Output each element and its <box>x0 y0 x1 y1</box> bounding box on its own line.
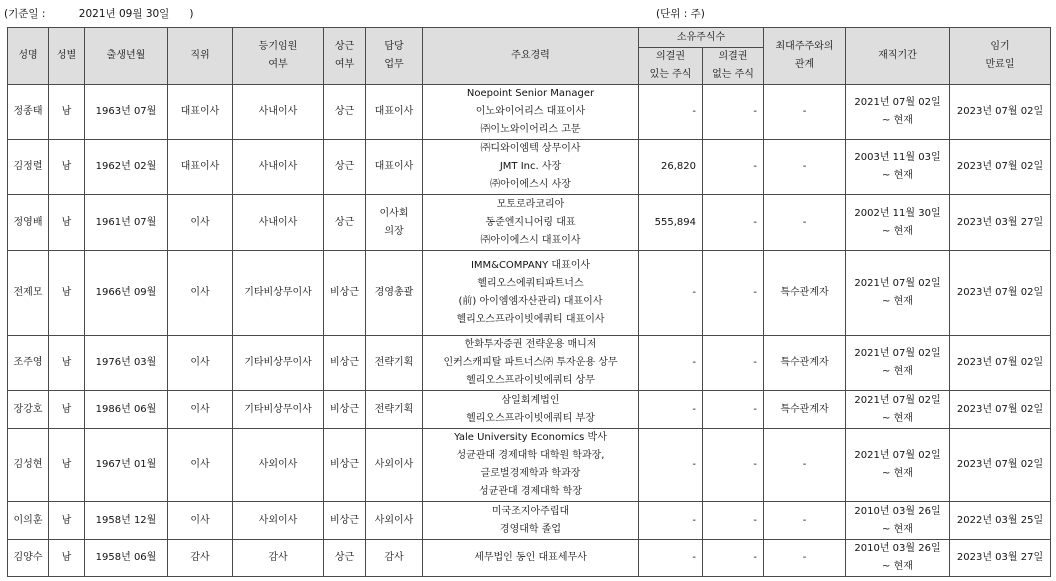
cell-fulltime: 비상근 <box>324 429 366 502</box>
cell-career-line: 동준엔지니어링 대표 <box>485 216 576 228</box>
cell-registered: 사내이사 <box>233 195 324 251</box>
cell-term-expiry: 2022년 03월 25일 <box>950 502 1051 540</box>
cell-career-line: 글로벌경제학과 학과장 <box>480 468 581 479</box>
table-row <box>8 429 1051 502</box>
cell-career <box>423 195 639 251</box>
cell-career-line: 미국조지아주립대 <box>491 505 570 517</box>
cell-tenure-line: 2021년 07월 02일 <box>854 278 941 289</box>
cell-duty <box>366 195 423 251</box>
header-career: 주요경력 <box>423 28 639 85</box>
table-row <box>8 502 1051 540</box>
cell-duty <box>366 85 423 140</box>
cell-term-expiry: 2023년 07월 02일 <box>950 429 1051 502</box>
cell-tenure-line: ~ 현재 <box>882 468 913 479</box>
cell-voting-shares: 555,894 <box>639 195 703 251</box>
cell-relation: - <box>764 195 846 251</box>
cell-career-line: 성균관대 경제대학 대학원 학과장, <box>456 450 605 461</box>
cell-voting-shares: - <box>639 85 703 140</box>
cell-relation: - <box>764 502 846 540</box>
cell-tenure-line: ~ 현재 <box>882 225 913 237</box>
cell-duty-line: 대표이사 <box>374 161 414 172</box>
cell-name: 김정렬 <box>8 140 49 195</box>
cell-nonvoting-shares: - <box>703 391 764 429</box>
cell-duty-line: 전략기획 <box>374 403 414 415</box>
header-duty: 담당 업무 <box>366 28 423 85</box>
cell-tenure-line: 2021년 07월 02일 <box>854 348 941 359</box>
cell-position: 이사 <box>168 391 233 429</box>
cell-duty-line: 사외이사 <box>374 514 414 526</box>
table-row <box>8 540 1051 577</box>
cell-fulltime: 상근 <box>324 140 366 195</box>
table-row <box>8 85 1051 140</box>
cell-career-line: ㈜이노와이어리스 고문 <box>480 124 581 135</box>
table-body <box>8 85 1051 577</box>
cell-birth: 1961년 07월 <box>85 195 168 251</box>
table-row <box>8 391 1051 429</box>
cell-career-line: 한화투자증권 전략운용 매니저 <box>464 339 597 350</box>
cell-career-line: 모토로라코리아 <box>496 198 565 210</box>
cell-nonvoting-shares: - <box>703 195 764 251</box>
cell-career-line: 세무법인 동인 대표세무사 <box>474 552 587 563</box>
header-gender: 성별 <box>49 28 85 85</box>
cell-tenure-line: ~ 현재 <box>882 561 913 572</box>
cell-name: 김양수 <box>8 540 49 577</box>
cell-registered: 사내이사 <box>233 85 324 140</box>
cell-duty-line: 이사회 <box>379 207 409 219</box>
cell-career-line: 헬리오스에쿼티파트너스 <box>477 278 584 289</box>
cell-duty <box>366 502 423 540</box>
cell-career <box>423 391 639 429</box>
cell-voting-shares: - <box>639 502 703 540</box>
cell-voting-shares: - <box>639 336 703 391</box>
cell-tenure <box>846 429 950 502</box>
cell-birth: 1967년 01월 <box>85 429 168 502</box>
cell-tenure <box>846 195 950 251</box>
cell-career-line: 삼일회계법인 <box>501 394 560 406</box>
cell-tenure-line: 2010년 03월 26일 <box>854 543 941 554</box>
cell-career-line: 인커스캐피탈 파트너스㈜ 투자운용 상무 <box>443 357 618 368</box>
cell-tenure <box>846 540 950 577</box>
header-fulltime: 상근 여부 <box>324 28 366 85</box>
cell-career-line: Yale University Economics 박사 <box>454 432 607 443</box>
cell-career <box>423 540 639 577</box>
cell-tenure <box>846 85 950 140</box>
cell-registered: 사내이사 <box>233 140 324 195</box>
cell-duty <box>366 251 423 336</box>
cell-career-line: Noepoint Senior Manager <box>466 88 595 99</box>
cell-voting-shares: 26,820 <box>639 140 703 195</box>
cell-tenure <box>846 391 950 429</box>
cell-voting-shares: - <box>639 391 703 429</box>
cell-position: 대표이사 <box>168 140 233 195</box>
reference-date-label: (기준일 : 2021년 09월 30일 ) <box>4 8 194 20</box>
cell-name: 조주영 <box>8 336 49 391</box>
cell-career-line: 헬리오스프라이빗에쿼티 부장 <box>466 412 595 424</box>
cell-tenure-line: 2010년 03월 26일 <box>854 505 941 517</box>
header-term: 임기 만료일 <box>950 28 1051 85</box>
cell-fulltime: 상근 <box>324 195 366 251</box>
cell-gender: 남 <box>49 540 85 577</box>
cell-duty-line: 감사 <box>384 552 404 563</box>
cell-career-line: 이노와이어리스 대표이사 <box>475 106 586 117</box>
cell-term-expiry: 2023년 07월 02일 <box>950 140 1051 195</box>
cell-fulltime: 상근 <box>324 540 366 577</box>
table-row <box>8 140 1051 195</box>
cell-tenure-line: ~ 현재 <box>882 523 913 535</box>
cell-name: 김성현 <box>8 429 49 502</box>
cell-career <box>423 429 639 502</box>
table-row <box>8 336 1051 391</box>
cell-registered: 감사 <box>233 540 324 577</box>
cell-voting-shares: - <box>639 251 703 336</box>
cell-tenure <box>846 502 950 540</box>
cell-voting-shares: - <box>639 540 703 577</box>
cell-term-expiry: 2023년 07월 02일 <box>950 391 1051 429</box>
cell-career-line: (前) 아이엠엠자산관리) 대표이사 <box>458 296 603 307</box>
cell-name: 이의훈 <box>8 502 49 540</box>
cell-career-line: 헬리오스프라이빗에쿼티 상무 <box>466 375 595 386</box>
cell-nonvoting-shares: - <box>703 251 764 336</box>
cell-registered: 사외이사 <box>233 429 324 502</box>
cell-term-expiry: 2023년 07월 02일 <box>950 336 1051 391</box>
cell-career <box>423 251 639 336</box>
cell-term-expiry: 2023년 03월 27일 <box>950 540 1051 577</box>
cell-duty <box>366 429 423 502</box>
cell-gender: 남 <box>49 391 85 429</box>
cell-gender: 남 <box>49 195 85 251</box>
cell-nonvoting-shares: - <box>703 502 764 540</box>
cell-gender: 남 <box>49 251 85 336</box>
cell-voting-shares: - <box>639 429 703 502</box>
cell-career-line: IMM&COMPANY 대표이사 <box>470 260 591 271</box>
cell-tenure <box>846 336 950 391</box>
cell-career-line: 경영대학 졸업 <box>499 523 562 535</box>
cell-career-line: 성균관대 경제대학 학장 <box>479 486 582 497</box>
cell-duty-line: 경영총괄 <box>374 287 414 298</box>
cell-gender: 남 <box>49 429 85 502</box>
cell-duty-line: 사외이사 <box>374 459 414 470</box>
cell-birth: 1958년 06월 <box>85 540 168 577</box>
cell-relation: - <box>764 540 846 577</box>
cell-position: 이사 <box>168 502 233 540</box>
cell-career-line: ㈜아이에스시 대표이사 <box>480 234 581 246</box>
cell-registered: 사외이사 <box>233 502 324 540</box>
header-birth: 출생년월 <box>85 28 168 85</box>
cell-position: 이사 <box>168 251 233 336</box>
cell-career-line: 헬리오스프라이빗에쿼티 대표이사 <box>456 314 605 325</box>
cell-duty-line: 대표이사 <box>374 106 414 117</box>
cell-position: 대표이사 <box>168 85 233 140</box>
cell-birth: 1986년 06월 <box>85 391 168 429</box>
cell-name: 정종태 <box>8 85 49 140</box>
cell-relation: 특수관계자 <box>764 391 846 429</box>
cell-fulltime: 비상근 <box>324 336 366 391</box>
header-relation: 최대주주와의 관계 <box>764 28 846 85</box>
cell-fulltime: 상근 <box>324 85 366 140</box>
cell-duty-line: 전략기획 <box>374 357 414 368</box>
cell-name: 정영배 <box>8 195 49 251</box>
cell-duty-line: 의장 <box>384 225 404 237</box>
cell-relation: - <box>764 85 846 140</box>
cell-tenure-line: 2021년 07월 02일 <box>854 450 941 461</box>
cell-nonvoting-shares: - <box>703 336 764 391</box>
header-voting: 의결권 있는 주식 <box>639 48 703 85</box>
cell-duty <box>366 391 423 429</box>
cell-birth: 1963년 07월 <box>85 85 168 140</box>
cell-name: 전제모 <box>8 251 49 336</box>
cell-position: 이사 <box>168 336 233 391</box>
cell-career <box>423 502 639 540</box>
cell-nonvoting-shares: - <box>703 540 764 577</box>
table-header <box>8 28 1051 85</box>
report-meta <box>0 0 1056 26</box>
header-tenure: 재직기간 <box>846 28 950 85</box>
cell-tenure-line: 2021년 07월 02일 <box>854 97 941 108</box>
cell-fulltime: 비상근 <box>324 502 366 540</box>
cell-tenure-line: 2002년 11월 30일 <box>854 207 941 219</box>
cell-term-expiry: 2023년 07월 02일 <box>950 251 1051 336</box>
cell-tenure-line: ~ 현재 <box>882 115 913 126</box>
cell-tenure-line: ~ 현재 <box>882 170 913 181</box>
cell-career <box>423 140 639 195</box>
cell-career <box>423 85 639 140</box>
cell-gender: 남 <box>49 85 85 140</box>
cell-birth: 1958년 12월 <box>85 502 168 540</box>
unit-label: (단위 : 주) <box>656 8 705 20</box>
cell-fulltime: 비상근 <box>324 251 366 336</box>
cell-career <box>423 336 639 391</box>
cell-career-line: ㈜아이에스시 사장 <box>490 179 571 190</box>
cell-duty <box>366 336 423 391</box>
cell-birth: 1962년 02월 <box>85 140 168 195</box>
table-row <box>8 195 1051 251</box>
cell-duty <box>366 140 423 195</box>
cell-relation: - <box>764 140 846 195</box>
cell-registered: 기타비상무이사 <box>233 251 324 336</box>
cell-tenure-line: ~ 현재 <box>882 296 913 307</box>
cell-nonvoting-shares: - <box>703 429 764 502</box>
cell-tenure-line: 2003년 11월 03일 <box>854 152 941 163</box>
cell-name: 장강호 <box>8 391 49 429</box>
cell-relation: 특수관계자 <box>764 336 846 391</box>
cell-position: 이사 <box>168 429 233 502</box>
cell-relation: - <box>764 429 846 502</box>
cell-duty <box>366 540 423 577</box>
cell-position: 이사 <box>168 195 233 251</box>
cell-career-line: ㈜디와이엠텍 상무이사 <box>480 143 581 154</box>
header-shares-group: 소유주식수 <box>639 28 764 48</box>
header-registered: 등기임원 여부 <box>233 28 324 85</box>
cell-term-expiry: 2023년 03월 27일 <box>950 195 1051 251</box>
executives-table <box>7 27 1051 577</box>
header-name: 성명 <box>8 28 49 85</box>
cell-career-line: JMT Inc. 사장 <box>499 161 562 172</box>
cell-gender: 남 <box>49 502 85 540</box>
header-position: 직위 <box>168 28 233 85</box>
cell-nonvoting-shares: - <box>703 140 764 195</box>
cell-position: 감사 <box>168 540 233 577</box>
cell-gender: 남 <box>49 140 85 195</box>
cell-birth: 1976년 03월 <box>85 336 168 391</box>
cell-relation: 특수관계자 <box>764 251 846 336</box>
cell-registered: 기타비상무이사 <box>233 391 324 429</box>
cell-birth: 1966년 09월 <box>85 251 168 336</box>
cell-fulltime: 비상근 <box>324 391 366 429</box>
cell-registered: 기타비상무이사 <box>233 336 324 391</box>
table-row <box>8 251 1051 336</box>
header-nonvoting: 의결권 없는 주식 <box>703 48 764 85</box>
cell-tenure <box>846 251 950 336</box>
cell-gender: 남 <box>49 336 85 391</box>
cell-tenure-line: 2021년 07월 02일 <box>854 394 941 406</box>
cell-tenure-line: ~ 현재 <box>882 412 913 424</box>
cell-tenure <box>846 140 950 195</box>
cell-tenure-line: ~ 현재 <box>882 366 913 377</box>
cell-nonvoting-shares: - <box>703 85 764 140</box>
cell-term-expiry: 2023년 07월 02일 <box>950 85 1051 140</box>
